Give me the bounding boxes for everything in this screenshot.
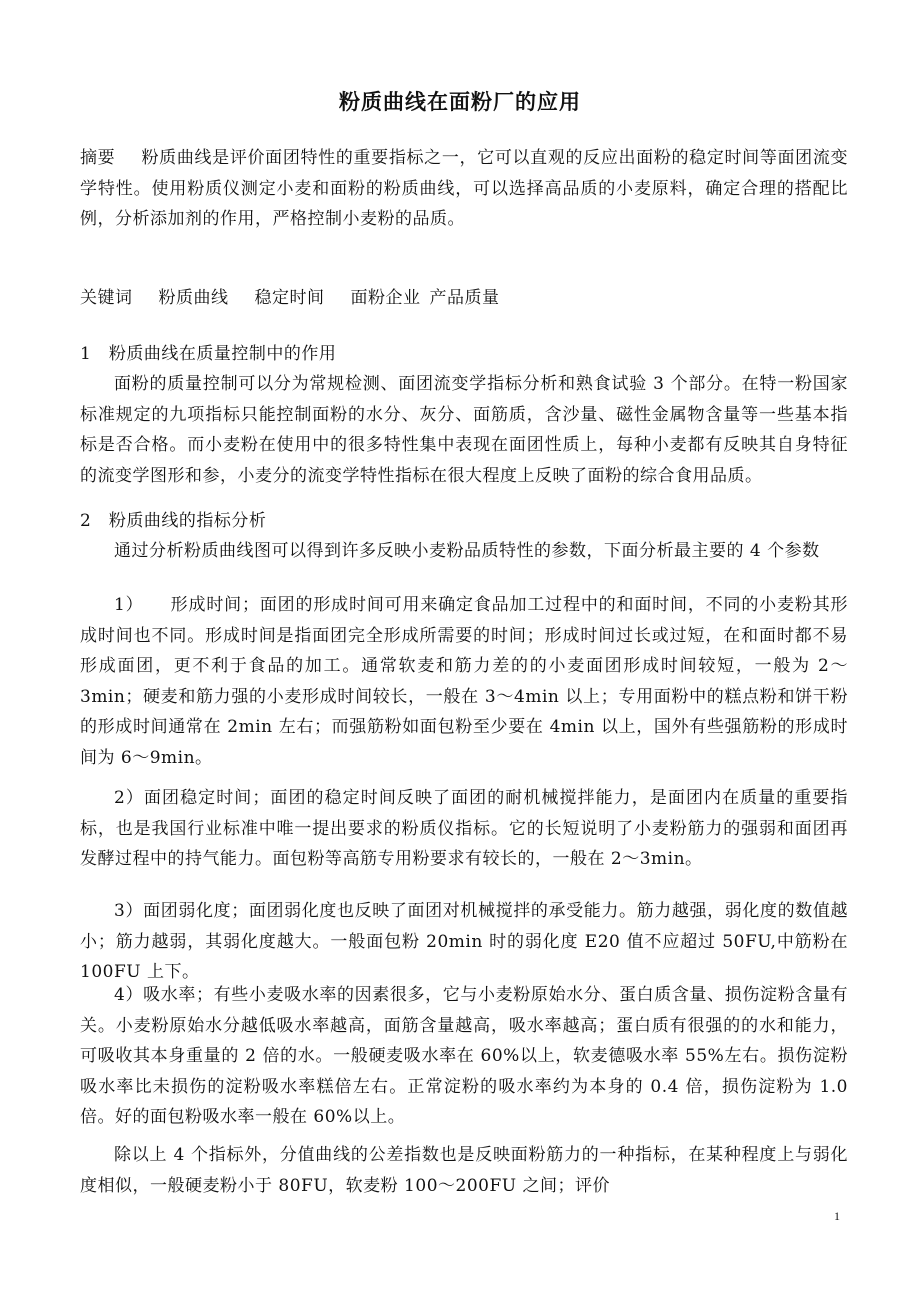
- keyword: 粉质曲线: [158, 288, 229, 308]
- keywords-line: [80, 283, 848, 314]
- section-1-paragraph: 面粉的质量控制可以分为常规检测、面团流变学指标分析和熟食试验 3 个部分。在特一粉国家标准规定的九项指标只能控制面粉的水分、灰分、面筋质，含沙量、磁性金属物含量等一些基本指标是否合格。而小麦粉在使用中的很多特性集中表现在面团性质上，每种小麦都有反映其自身特征的流变学图形和参，小麦分的流变学特性指标在很大程度上反映了面粉的综合食用品质。: [80, 374, 848, 486]
- page-number: 1: [834, 1209, 840, 1223]
- list-item: 2）面团稳定时间；面团的稳定时间反映了面团的耐机械搅拌能力，是面团内在质量的重要指标，也是我国行业标准中唯一提出要求的粉质仪指标。它的长短说明了小麦粉筋力的强弱和面团再发酵过程中的持气能力。面包粉等高筋专用粉要求有较长的，一般在 2～3min。: [80, 788, 848, 869]
- keyword: 面粉企业: [350, 288, 421, 308]
- section-1-heading: 1 粉质曲线在质量控制中的作用: [80, 344, 337, 364]
- closing-paragraph: 除以上 4 个指标外，分值曲线的公差指数也是反映面粉筋力的一种指标，在某种程度上与弱化度相似，一般硬麦粉小于 80FU，软麦粉 100～200FU 之间；评价: [80, 1145, 848, 1196]
- keywords-label: 关键词: [80, 288, 133, 308]
- section-2-heading: 2 粉质曲线的指标分析: [80, 511, 267, 531]
- abstract-text: 粉质曲线是评价面团特性的重要指标之一，它可以直观的反应出面粉的稳定时间等面团流变学特性。使用粉质仪测定小麦和面粉的粉质曲线，可以选择高品质的小麦原料，确定合理的搭配比例，分析添加剂的作用，严格控制小麦粉的品质。: [80, 148, 849, 229]
- abstract-paragraph: [80, 143, 848, 235]
- keyword: 稳定时间: [254, 288, 325, 308]
- keyword: 产品质量: [429, 288, 500, 308]
- list-item: 4）吸水率；有些小麦吸水率的因素很多，它与小麦粉原始水分、蛋白质含量、损伤淀粉含量有关。小麦粉原始水分越低吸水率越高，面筋含量越高，吸水率越高；蛋白质有很强的的水和能力，可吸收其本身重量的 2 倍的水。一般硬麦吸水率在 60%以上，软麦德吸水率 55%左右。损伤淀粉吸水率比未损伤的淀粉吸水率糕倍左右。正常淀粉的吸水率约为本身的 0.4 倍，损伤淀粉为 1.0 倍。好的面包粉吸水率一般在 60%以上。: [80, 985, 848, 1127]
- list-item: 3）面团弱化度；面团弱化度也反映了面团对机械搅拌的承受能力。筋力越强，弱化度的数值越小；筋力越弱，其弱化度越大。一般面包粉 20min 时的弱化度 E20 值不应超过 50FU,中筋粉在 100FU 上下。: [80, 901, 848, 982]
- list-item: 1） 形成时间；面团的形成时间可用来确定食品加工过程中的和面时间，不同的小麦粉其形成时间也不同。形成时间是指面团完全形成所需要的时间；形成时间过长或过短，在和面时都不易形成面团，更不利于食品的加工。通常软麦和筋力差的的小麦面团形成时间较短，一般为 2～3min；硬麦和筋力强的小麦形成时间较长，一般在 3～4min 以上；专用面粉中的糕点粉和饼干粉的形成时间通常在 2min 左右；而强筋粉如面包粉至少要在 4min 以上，国外有些强筋粉的形成时间为 6～9min。: [80, 595, 848, 768]
- document-title: 粉质曲线在面粉厂的应用: [339, 90, 581, 114]
- abstract-label: 摘要: [80, 148, 116, 168]
- section-2-intro: 通过分析粉质曲线图可以得到许多反映小麦粉品质特性的参数，下面分析最主要的 4 个参数: [114, 541, 820, 561]
